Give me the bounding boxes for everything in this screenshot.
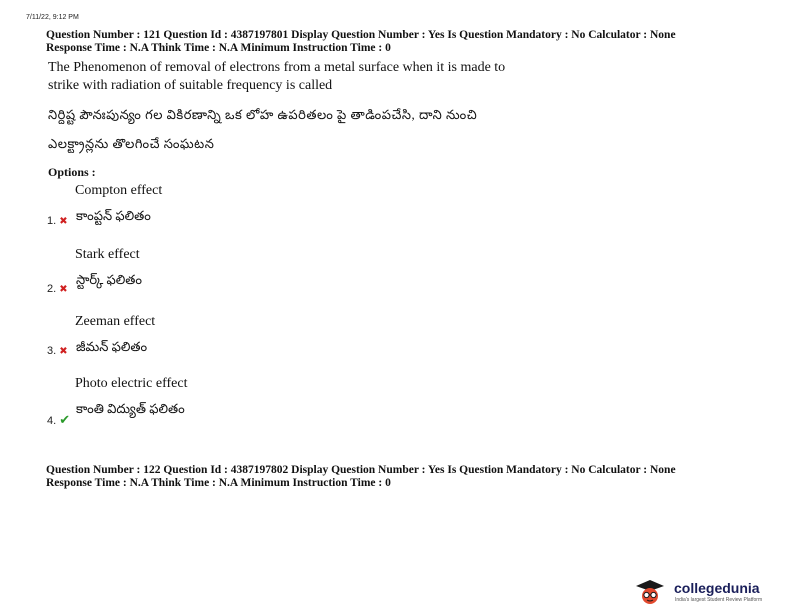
option-2-index: 2. (47, 283, 57, 295)
logo-wordmark: collegedunia (674, 580, 760, 596)
option-2-english: Stark effect (75, 247, 140, 262)
collegedunia-logo (632, 578, 792, 608)
question-text-line-1: The Phenomenon of removal of electrons from a metal surface when it is made to (48, 60, 506, 75)
next-question-meta-line-2: Response Time : N.A Think Time : N.A Minimum Instruction Time : 0 (46, 477, 391, 489)
cross-icon: ✖ (59, 216, 68, 227)
cross-icon: ✖ (59, 284, 68, 295)
option-2-number (47, 283, 68, 295)
option-1-english: Compton effect (75, 183, 163, 198)
option-4-telugu: కాంతి విద్యుత్ ఫలితం (76, 401, 185, 416)
question-text (48, 59, 608, 95)
graduate-mascot-icon (632, 578, 668, 606)
option-4-index: 4. (47, 415, 57, 427)
option-1-telugu: కాంప్టన్ ఫలితం (76, 208, 151, 223)
cross-icon: ✖ (59, 346, 68, 357)
logo-tagline: India's largest Student Review Platform (675, 597, 763, 603)
option-1-index: 1. (47, 215, 57, 227)
check-icon: ✔ (59, 412, 71, 427)
print-timestamp: 7/11/22, 9:12 PM (26, 14, 79, 21)
option-4-number (47, 412, 70, 428)
option-1-number (47, 215, 68, 227)
question-meta-line-1: Question Number : 121 Question Id : 4387197801 Display Question Number : Yes Is Question Mandatory : No Calculator : None (46, 29, 676, 41)
question-telugu-line-1: నిర్దిష్ట పౌనఃపున్యం గల వికిరణాన్ని ఒక లోహ ఉపరితలం పై తాడింపచేసి, దాని నుంచి (48, 107, 478, 122)
option-3-telugu: జీమన్ ఫలితం (76, 339, 148, 354)
question-meta-line-2: Response Time : N.A Think Time : N.A Minimum Instruction Time : 0 (46, 42, 391, 54)
option-4-english: Photo electric effect (75, 376, 188, 391)
option-3-index: 3. (47, 345, 57, 357)
option-3-english: Zeeman effect (75, 314, 156, 329)
next-question-meta-line-1: Question Number : 122 Question Id : 4387197802 Display Question Number : Yes Is Question Mandatory : No Calculator : None (46, 464, 676, 476)
options-label: Options : (48, 165, 96, 179)
option-3-number (47, 345, 68, 357)
question-text-line-2: strike with radiation of suitable frequency is called (48, 78, 333, 93)
option-2-telugu: స్టార్క్ ఫలితం (76, 272, 142, 287)
question-telugu-line-2: ఎలక్ట్రాన్లను తొలగించే సంఘటన (48, 136, 215, 151)
